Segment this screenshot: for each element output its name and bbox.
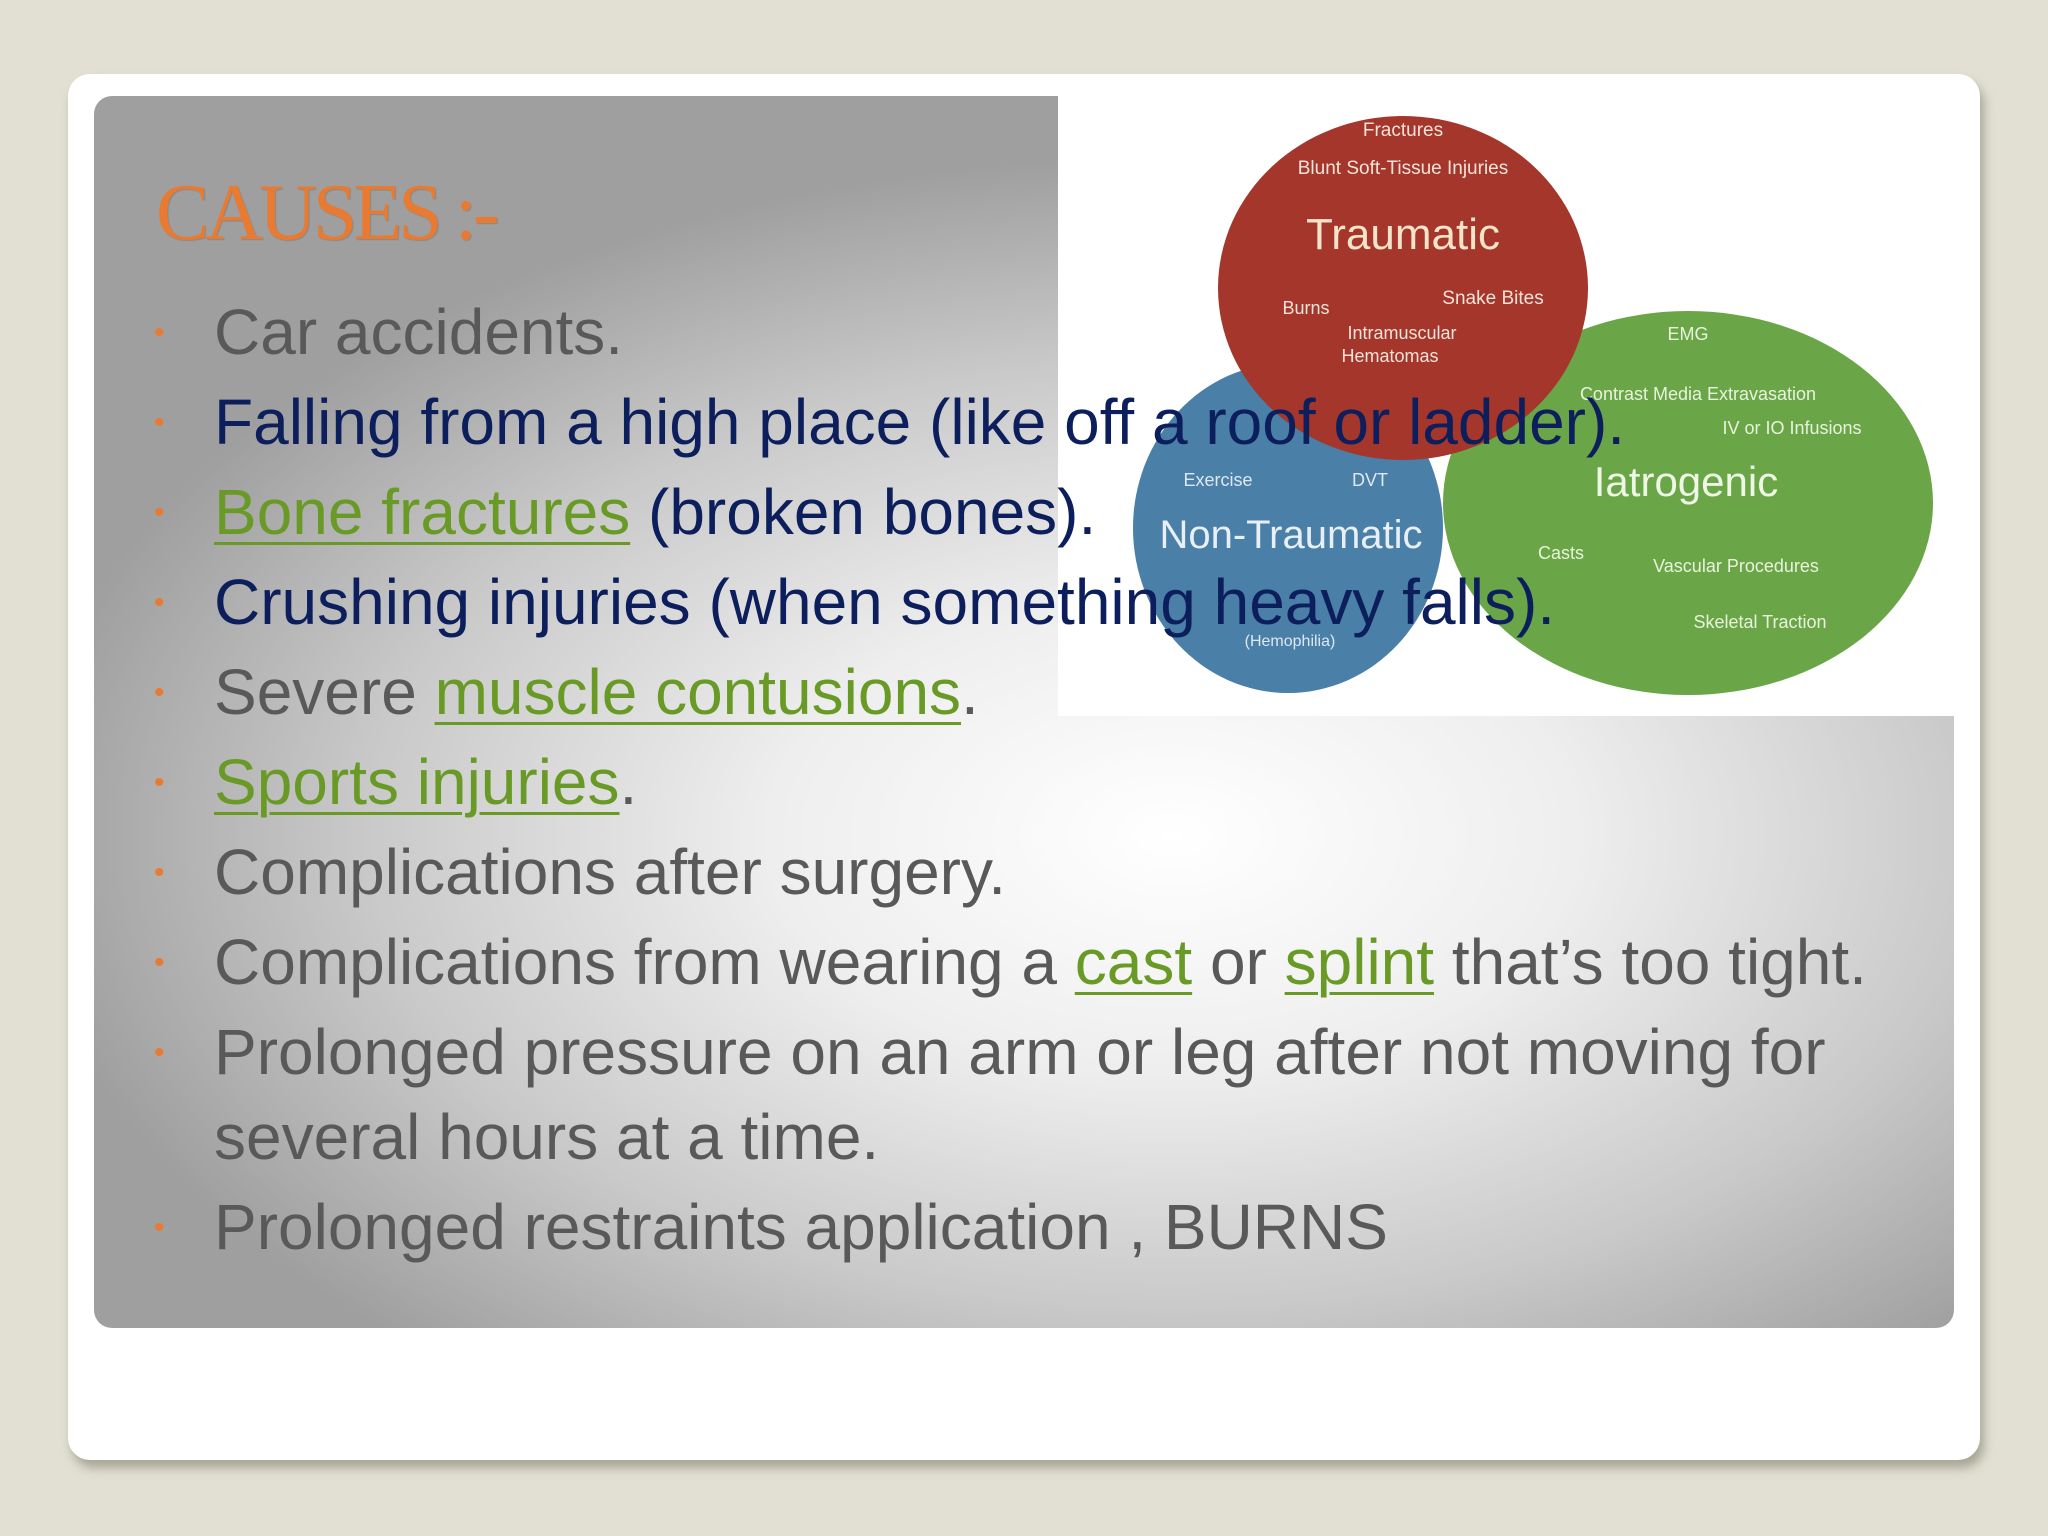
non-traumatic-item-1: Exercise — [1183, 470, 1253, 490]
non-traumatic-label: Non-Traumatic — [1159, 513, 1423, 557]
bullet-dot: • — [154, 586, 165, 619]
list-item: • Car accidents. — [150, 290, 1870, 375]
iatrogenic-item-5: Vascular Procedures — [1653, 556, 1819, 576]
cast-link[interactable]: cast — [1074, 926, 1193, 998]
bullet-dot: • — [154, 946, 165, 979]
slide-title: CAUSES :- — [156, 169, 496, 257]
sports-injuries-link[interactable]: Sports injuries — [214, 746, 620, 818]
iatrogenic-item-4: Casts — [1537, 543, 1585, 563]
bullet-dot: • — [154, 676, 165, 709]
bullet-dot: • — [154, 856, 165, 889]
non-traumatic-item-3: (Hemophilia) — [1244, 633, 1336, 650]
list-item: • Sports injuries. — [150, 740, 1870, 825]
traumatic-item-4: Burns — [1282, 298, 1330, 318]
traumatic-label: Traumatic — [1306, 210, 1500, 259]
bullet-dot: • — [154, 406, 165, 439]
traumatic-item-3: Snake Bites — [1442, 288, 1544, 309]
bullet-dot: • — [154, 316, 165, 349]
iatrogenic-item-2: Contrast Media Extravasation — [1579, 384, 1817, 404]
bullet-dot: • — [154, 1211, 165, 1244]
bullet-dot: • — [154, 496, 165, 529]
list-item: • Severe muscle contusions. — [150, 650, 1870, 735]
list-item: • Complications from wearing a cast or splint that’s too tight. — [150, 920, 1870, 1005]
non-traumatic-item-2: DVT — [1352, 470, 1388, 490]
traumatic-item-1: Fractures — [1362, 120, 1444, 141]
list-item: • Prolonged pressure on an arm or leg after not moving for several hours at a time. — [150, 1010, 1870, 1180]
bullet-dot: • — [154, 766, 165, 799]
iatrogenic-item-1: EMG — [1667, 324, 1709, 344]
bone-fractures-link[interactable]: Bone fractures — [214, 476, 631, 548]
iatrogenic-label: Iatrogenic — [1593, 458, 1779, 505]
list-item: • Crushing injuries (when something heavy falls). — [150, 560, 1870, 645]
bullet-dot: • — [154, 1036, 165, 1069]
list-item: • Falling from a high place (like off a roof or ladder). — [150, 380, 1870, 465]
list-item: • Bone fractures (broken bones). — [150, 470, 1870, 555]
traumatic-item-6: Hematomas — [1341, 346, 1439, 366]
muscle-contusions-link[interactable]: muscle contusions — [434, 656, 962, 728]
list-item: • Complications after surgery. — [150, 830, 1870, 915]
splint-link[interactable]: splint — [1284, 926, 1435, 998]
iatrogenic-item-3: IV or IO Infusions — [1722, 418, 1862, 438]
traumatic-item-2: Blunt Soft-Tissue Injuries — [1297, 158, 1509, 179]
traumatic-item-5: Intramuscular — [1347, 323, 1457, 343]
list-item: • Prolonged restraints application , BURNS — [150, 1185, 1870, 1270]
iatrogenic-item-6: Skeletal Traction — [1693, 612, 1827, 632]
causes-list — [150, 290, 1870, 1275]
